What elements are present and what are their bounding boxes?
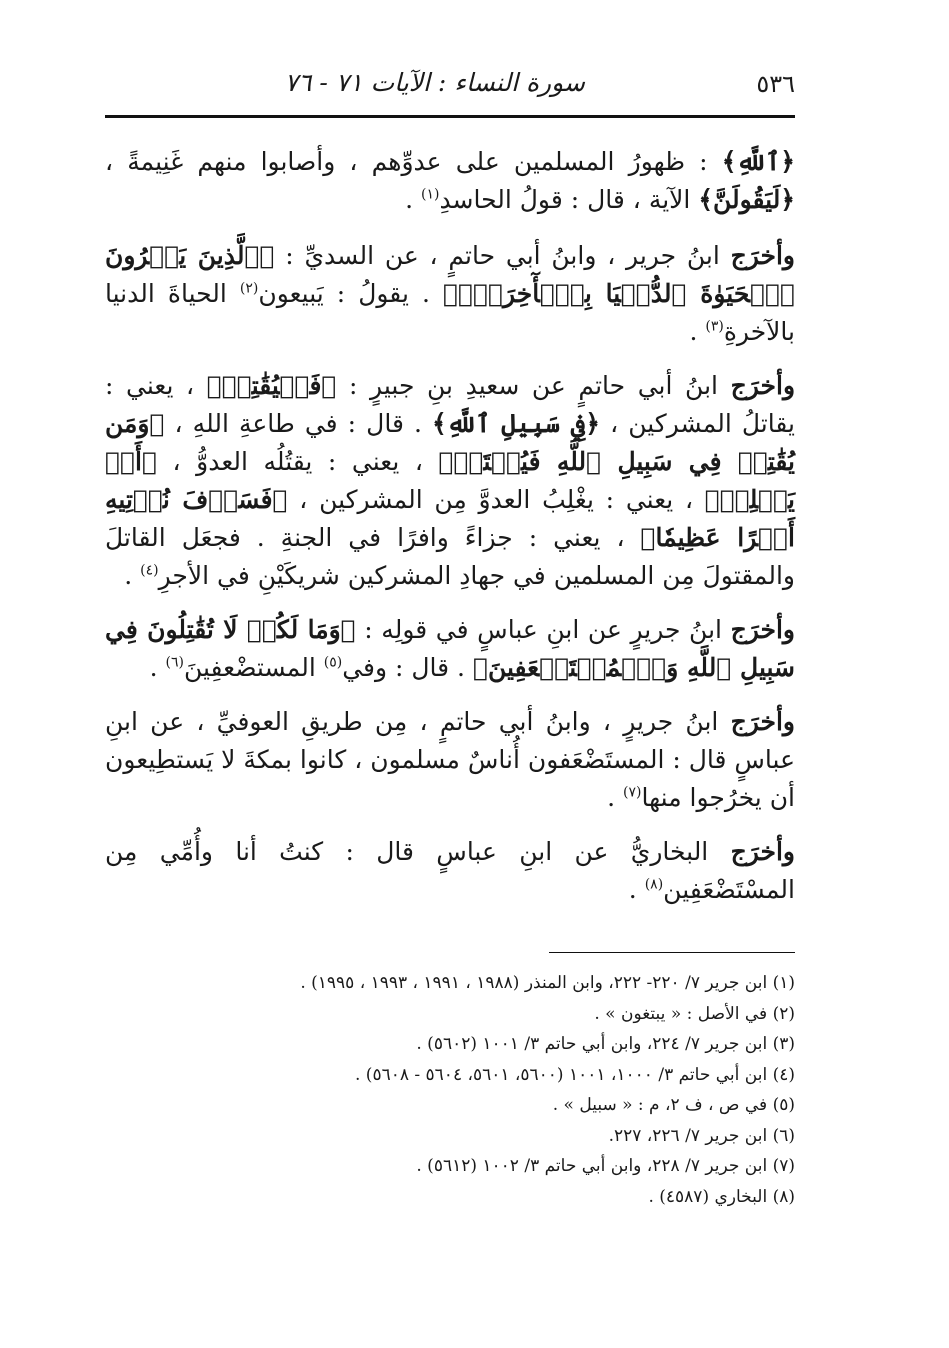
text-run: . [607, 783, 624, 812]
page-number: ٥٣٦ [756, 70, 795, 98]
running-title: سورة النساء : الآيات ٧١ - ٧٦ [284, 68, 585, 97]
quran-quote: ﴿ٱللَّهِ﴾ [721, 147, 795, 176]
text-run: : ظهورُ المسلمين على عدوِّهم ، وأصابوا منهم غَنِيمةً ، [105, 147, 722, 176]
lead-word: وأخرَج [730, 837, 795, 866]
paragraph [105, 237, 795, 351]
text-run: . قال : وفي [342, 653, 473, 682]
footnote-marker: (٧) [623, 784, 642, 801]
text-run: . [149, 653, 166, 682]
text-run: ، يعني : يقتُلُه العدوُّ ، [156, 447, 439, 476]
footnote-marker: (٣) [705, 318, 724, 335]
lead-word: وأخرَج [730, 707, 795, 736]
text-run: ، يعني : يغْلِبُ العدوَّ مِن المشركين ، [287, 485, 705, 514]
quran-quote: ﴿فَلۡيُقَٰتِلۡ﴾ [206, 371, 337, 400]
quran-quote: ﴿ٱلَّذِينَ يَشۡرُونَ ٱلۡحَيَوٰةَ ٱلدُّنۡيَا بِٱلۡأٓخِرَةِۚ﴾ [105, 241, 795, 308]
footnote-separator [549, 952, 795, 953]
text-run: ابنُ جرير ، وابنُ أبي حاتمٍ ، عن السديِّ : [274, 241, 731, 270]
text-run: . [628, 875, 645, 904]
paragraph [105, 367, 795, 595]
footnote-marker: (٤) [140, 562, 159, 579]
quran-quote: ﴿فَسَوۡفَ نُؤۡتِيهِ أَجۡرًا عَظِيمٗا﴾ [105, 485, 795, 552]
text-run: ابنُ جريرٍ عن ابنِ عباسٍ في قولِه : [355, 615, 731, 644]
header-rule [105, 115, 795, 118]
lead-word: وأخرَج [730, 615, 795, 644]
main-text [105, 143, 795, 925]
text-run: ، يعني : يقاتلُ المشركين ، [105, 371, 795, 438]
page-header [105, 68, 795, 108]
text-run: . قال : في طاعةِ اللهِ ، [164, 409, 432, 438]
quran-quote: ﴿أَوۡ يَغۡلِبۡ﴾ [105, 447, 796, 514]
paragraph [105, 143, 795, 219]
footnote: (٧) ابن جرير ٧/ ٢٢٨، وابن أبي حاتم ٣/ ١٠٠٢ (٥٦١٢) . [416, 1156, 795, 1176]
paragraph [105, 703, 795, 817]
footnote: (٦) ابن جرير ٧/ ٢٢٦، ٢٢٧. [608, 1125, 795, 1146]
footnote: (١) ابن جرير ٧/ ٢٢٠- ٢٢٢، وابن المنذر (١٩٨٨ ، ١٩٩١ ، ١٩٩٣ ، ١٩٩٥) . [300, 973, 795, 993]
footnote-marker: (٨) [644, 876, 664, 893]
quran-quote: ﴿وَمَن يُقَٰتِلۡ فِي سَبِيلِ ٱللَّهِ فَيُقۡتَلۡ﴾ [105, 409, 795, 476]
footnote: (٣) ابن جرير ٧/ ٢٢٤، وابن أبي حاتم ٣/ ١٠٠١ (٥٦٠٢) . [416, 1034, 795, 1054]
footnotes [105, 968, 795, 1212]
lead-word: وأخرَج [730, 241, 795, 270]
text-run: الآية ، قال : قولُ الحاسدِ [439, 185, 699, 214]
lead-word: وأخرَج [730, 371, 796, 400]
text-run: . [405, 185, 421, 214]
quran-quote: ﴿فِي سَبِيلِ ٱللَّهِ﴾ [431, 409, 601, 438]
footnote: (٢) في الأصل : « يبتغون » . [594, 1003, 795, 1024]
footnote-marker: (١) [420, 186, 440, 203]
footnote-marker: (٥) [323, 654, 343, 671]
text-run: الحياةَ الدنيا بالآخرةِ [105, 279, 795, 346]
footnote: (٥) في ص ، ف ٢، م : « سبيل » . [552, 1095, 795, 1115]
footnote-marker: (٦) [165, 654, 184, 671]
paragraph [105, 611, 795, 687]
footnote: (٤) ابن أبي حاتم ٣/ ١٠٠٠، ١٠٠١ (٥٦٠٠، ٥٦٠١، ٥٦٠٤ - ٥٦٠٨) . [355, 1064, 795, 1085]
text-run: المستضْعفِينَ [183, 653, 324, 682]
text-run: . يقولُ : يَبيعون [258, 279, 443, 308]
footnote-marker: (٢) [239, 280, 259, 297]
quran-quote: ﴿وَمَا لَكُمۡ لَا تُقَٰتِلُونَ فِي سَبِيلِ ٱللَّهِ وَٱلۡمُسۡتَضۡعَفِينَ﴾ [105, 615, 795, 682]
text-run: ابنُ أبي حاتمٍ عن سعيدِ بنِ جبيرٍ : [336, 371, 731, 400]
quran-quote: ﴿لَيَقُولَنَّ﴾ [698, 185, 795, 214]
text-run: . [124, 561, 141, 590]
text-run: البخاريُّ عن ابنِ عباسٍ قال : كنتُ أنا وأُمِّي مِن المسْتَضْعَفِين [105, 837, 795, 904]
text-run: . [689, 317, 706, 346]
footnote: (٨) البخاري (٤٥٨٧) . [648, 1186, 795, 1207]
paragraph [105, 833, 795, 909]
text-run: ، يعني : جزاءً وافرًا في الجنةِ . فجعَل القاتلَ والمقتولَ مِن المسلمين في جهادِ المشركين شريكَيْنِ في الأجرِ [105, 523, 795, 590]
text-run: ابنُ جريرٍ ، وابنُ أبي حاتمٍ ، مِن طريقِ العوفيِّ ، عن ابنِ عباسٍ قال : المستَضْعَفون أُناسٌ مسلمون ، كانوا بمكةَ لا يَستطِيعون أن يخرُجوا منها [105, 707, 795, 812]
